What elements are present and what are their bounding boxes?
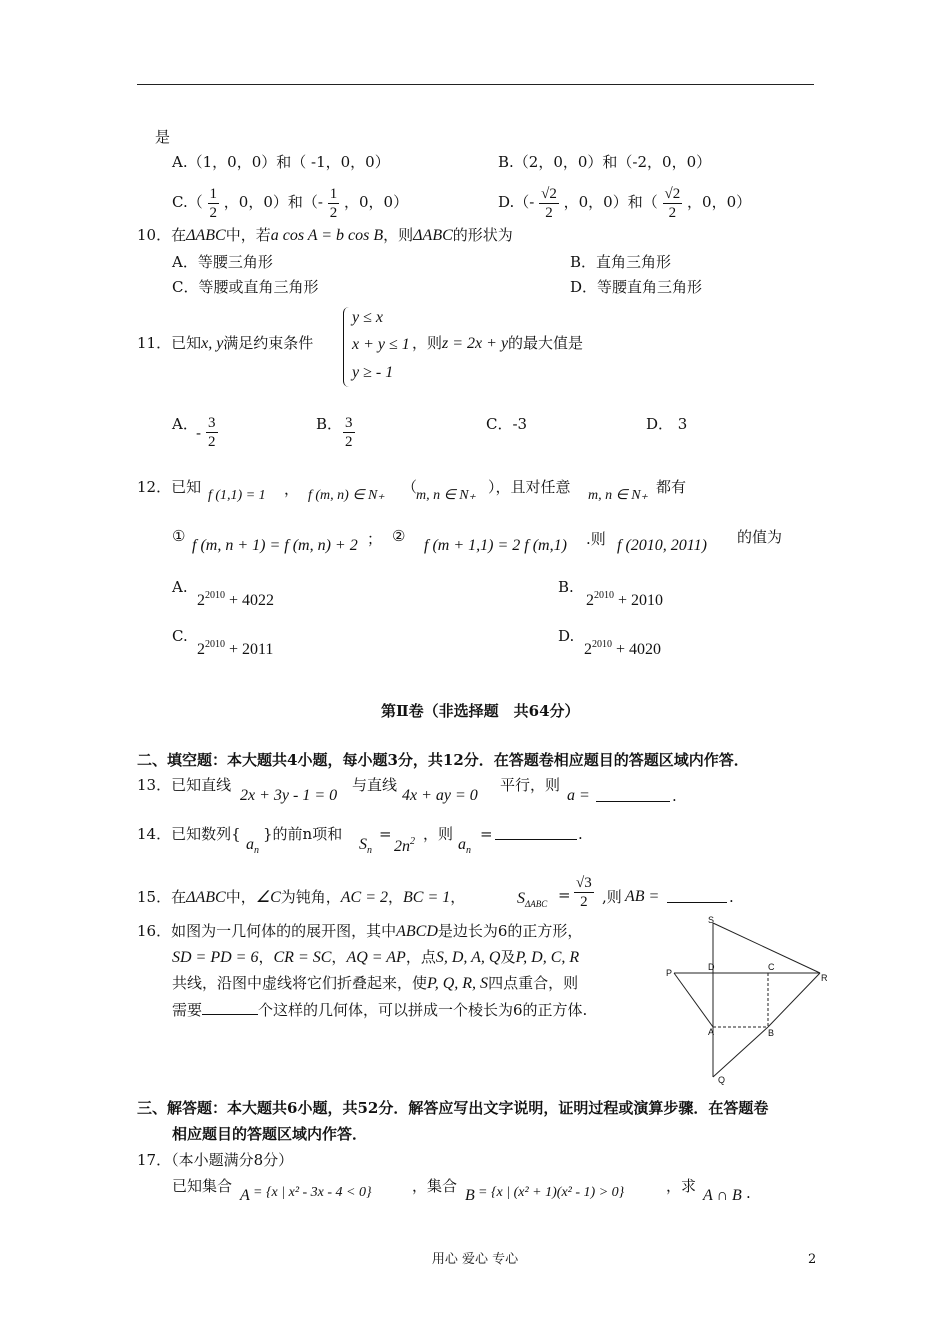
q10-option-d: D．等腰直角三角形 (570, 278, 703, 296)
q14-an2-base: a (458, 836, 466, 853)
q12-semicolon: ； (367, 530, 383, 548)
q16-line2-d: 及 (500, 948, 516, 966)
q12-d-base: 2 (584, 641, 592, 658)
q11-constraint-2: x + y ≤ 1 (352, 336, 410, 353)
q11-vars: x, y (201, 335, 224, 352)
q16-line3-a: 共线，沿图中虚线将它们折叠起来，使 (172, 974, 428, 992)
section3-heading-line1: 三、解答题：本大题共6小题，共52分．解答应写出文字说明，证明过程或演算步骤．在答题卷 (137, 1099, 769, 1117)
q11-number: 11．已知 (137, 334, 202, 352)
section3-heading-line2: 相应题目的答题区域内作答． (172, 1125, 368, 1143)
fig-label-q: Q (718, 1075, 726, 1085)
fig-label-b: B (768, 1028, 775, 1038)
q15-triangle: ΔABC (186, 889, 226, 906)
fig-label-p: P (666, 968, 673, 978)
q11-option-a (172, 415, 198, 433)
header-rule (137, 84, 814, 85)
q11-a-frac: $\frac{3}{2}$ (208, 415, 216, 450)
q9-option-c (172, 182, 408, 222)
q11-a-sign: - (196, 424, 202, 442)
q15-text3: ， (388, 888, 404, 906)
q12-c-base: 2 (197, 641, 205, 658)
q15-ab: AB = (625, 888, 660, 905)
fig-label-r: R (821, 973, 828, 983)
q17-set-b-name: B (465, 1187, 475, 1204)
q15-text2: 为钝角， (280, 888, 341, 906)
q14-sn (359, 836, 372, 856)
q13-end: . (672, 787, 677, 805)
fig-label-c: C (768, 962, 775, 972)
q13-number: 13．已知直线 (137, 776, 232, 794)
q9-c-prefix: C.（ (172, 193, 203, 211)
q9-c-frac1: $\frac{1}{2}$ (209, 185, 217, 221)
q9-c-suffix: ，0，0） (344, 193, 409, 211)
q10-triangle: ΔABC (186, 227, 226, 244)
q11-stem-a (137, 334, 313, 353)
q16-cr-sc: CR = SC (273, 949, 332, 966)
q11-text3: 的最大值是 (508, 334, 584, 352)
section2-heading: 二、填空题：本大题共4小题，每小题3分，共12分．在答题卷相应题目的答题区域内作答． (137, 751, 749, 769)
q15-angle: ∠C (255, 889, 281, 906)
q12-a-base: 2 (197, 592, 205, 609)
q17-ask: A ∩ B (703, 1187, 742, 1204)
q11-text2: ，则 (412, 334, 443, 352)
q11-option-b: B． (316, 415, 343, 433)
q12-option-a (197, 592, 274, 612)
q16-line2-b: ， (331, 948, 347, 966)
q14-an-sub: n (254, 845, 259, 856)
q9-d-prefix: D.（- (498, 193, 535, 211)
q11-objective: z = 2x + y (442, 335, 509, 352)
q16-answer-blank[interactable] (202, 1000, 258, 1015)
q13-answer-blank[interactable] (596, 787, 670, 806)
q11-option-c: C．-3 (486, 415, 528, 433)
q17-set-b: = {x | (x² + 1)(x² - 1) > 0} (478, 1185, 625, 1200)
q10-text3: 的形状为 (452, 226, 513, 244)
q12-comma: ， (284, 480, 300, 498)
q11-stem-b (412, 334, 583, 353)
q16-line2-a: ， (258, 948, 274, 966)
q16-pqrs: P, Q, R, S (427, 975, 489, 992)
q9-option-a: A.（1，0，0）和（ -1，0，0） (172, 153, 390, 171)
q17-text1: 已知集合 (172, 1177, 233, 1195)
q14-an-base: a (246, 836, 254, 853)
q16-line3 (172, 974, 578, 993)
q12-option-c (197, 641, 273, 661)
q16-sd-pd: SD = PD = 6 (172, 949, 259, 966)
q15-number: 15．在 (137, 888, 187, 906)
q14-val-exp: 2 (410, 836, 415, 847)
q16-sdaq: S, D, A, Q (435, 949, 501, 966)
q16-line1 (137, 922, 582, 941)
q16-net-figure (660, 915, 835, 1090)
q12-d-tail: + 4020 (616, 641, 662, 658)
q16-line2-c: ，点 (405, 948, 436, 966)
q12-c-tail: + 2011 (229, 641, 274, 658)
q15-area (517, 890, 547, 909)
q9-d-frac2: $\frac{√2}{2}$ (664, 185, 681, 221)
q14-an2 (458, 836, 471, 856)
q14-answer-blank[interactable] (495, 825, 577, 844)
q11-b-frac: $\frac{3}{2}$ (345, 415, 353, 450)
q13-line2: 4x + ay = 0 (402, 787, 478, 804)
q11-system-brace (343, 307, 350, 387)
q9-option-b: B.（2，0，0）和（-2，0，0） (498, 153, 712, 171)
q16-line1-b: 是边长为6的正方形， (437, 922, 583, 940)
q10-option-b: B．直角三角形 (570, 253, 672, 271)
q12-d-exp: 2010 (592, 639, 612, 650)
q17-text3: ，求 (666, 1177, 697, 1195)
q12-option-d (584, 641, 661, 661)
part2-title: 第Ⅱ卷（非选择题 共64分） (381, 702, 580, 720)
q12-f4: m, n ∈ N₊ (588, 488, 649, 503)
q12-ask: f (2010, 2011) (617, 537, 707, 554)
q12-b-base: 2 (586, 592, 594, 609)
q14-number: 14．已知数列{ (137, 825, 241, 843)
q12-f3: m, n ∈ N₊ (416, 488, 477, 503)
q15-stem (137, 888, 465, 907)
q13-text1: 与直线 (352, 776, 398, 794)
q12-f2: f (m, n) ∈ N₊ (308, 488, 385, 503)
q15-frac: $\frac{√3}{2}$ (576, 875, 592, 910)
q16-pdcr: P, D, C, R (515, 949, 580, 966)
q10-option-c: C．等腰或直角三角形 (172, 278, 319, 296)
q9-d-frac1: $\frac{√2}{2}$ (541, 185, 557, 221)
q9-c-mid: ，0，0）和（- (223, 193, 323, 211)
q14-val-base: 2n (394, 838, 410, 855)
q14-value (394, 838, 415, 858)
q11-option-d: D． 3 (646, 415, 688, 433)
q15-text1: 中， (225, 888, 256, 906)
q12-c-label: C. (172, 627, 188, 645)
q10-text2: ，则 (383, 226, 414, 244)
q11-constraint-1: y ≤ x (352, 309, 383, 326)
q14-sn-base: S (359, 836, 367, 853)
fig-label-s: S (708, 915, 715, 925)
footer-motto: 用心 爱心 专心 (431, 1252, 519, 1267)
q11-text: 满足约束条件 (223, 334, 314, 352)
q16-line4 (172, 1000, 587, 1019)
page-number: 2 (808, 1252, 817, 1267)
q12-b-exp: 2010 (594, 590, 614, 601)
q10-number: 10．在 (137, 226, 187, 244)
q17-set-a: = {x | x² - 3x - 4 < 0} (253, 1185, 372, 1200)
q10-text: 中，若 (225, 226, 271, 244)
q13-text2: 平行，则 (500, 776, 561, 794)
q12-c-exp: 2010 (205, 639, 225, 650)
q15-end: . (729, 888, 734, 906)
q15-s: S (517, 890, 525, 907)
q16-line3-b: 四点重合，则 (488, 974, 579, 992)
fig-label-d: D (708, 962, 715, 972)
q9-option-d (498, 182, 751, 222)
q12-then: .则 (586, 530, 606, 548)
q10-stem (137, 226, 513, 245)
q16-line4-a: 需要 (172, 1001, 203, 1019)
q15-ac: AC = 2 (340, 889, 388, 906)
q16-line2 (172, 948, 579, 967)
q10-equation: a cos A = b cos B (270, 227, 384, 244)
q12-a-exp: 2010 (205, 590, 225, 601)
q12-f1: f (1,1) = 1 (208, 488, 266, 503)
fig-label-a: A (708, 1027, 715, 1037)
q16-line4-b: 个这样的几何体，可以拼成一个棱长为6的正方体. (258, 1001, 588, 1019)
q12-option-b (586, 592, 663, 612)
q12-paren: （ (402, 478, 418, 496)
q14-eq2: = (480, 825, 493, 843)
q12-t-end: 都有 (656, 478, 687, 496)
q14-sn-sub: n (367, 845, 372, 856)
q13-a: a = (567, 787, 590, 804)
q9-d-mid: ，0，0）和（ (563, 193, 658, 211)
q16-square: ABCD (396, 923, 438, 940)
q12-number: 12．已知 (137, 478, 202, 496)
q12-c2-mark: ② (392, 527, 406, 545)
q14-text2: ，则 (423, 825, 454, 843)
q15-eq: = (558, 886, 571, 904)
q14-end: . (578, 825, 583, 843)
q17-text2: ，集合 (412, 1177, 458, 1195)
q12-b-tail: + 2010 (618, 592, 664, 609)
q17-set-a-name: A (240, 1187, 250, 1204)
q15-text5: ,则 (602, 888, 622, 906)
q12-paren2: ），且对任意 (488, 478, 571, 496)
q17-end: . (746, 1184, 751, 1202)
q12-ask-end: 的值为 (737, 528, 783, 546)
q10-triangle2: ΔABC (413, 227, 453, 244)
q16-aq-ap: AQ = AP (346, 949, 406, 966)
q11-constraint-3: y ≥ - 1 (352, 364, 394, 381)
q10-option-a: A．等腰三角形 (172, 253, 273, 271)
q11-a-label: A． (172, 415, 198, 433)
q15-bc: BC = 1 (403, 889, 451, 906)
q17-number: 17．（本小题满分8分） (137, 1151, 294, 1169)
q12-b-label: B. (558, 578, 574, 596)
q14-an2-sub: n (466, 845, 471, 856)
q14-an (246, 836, 259, 856)
q12-a-label: A. (172, 578, 188, 596)
q9-c-frac2: $\frac{1}{2}$ (329, 185, 338, 221)
q15-text4: ， (450, 888, 466, 906)
q15-s-sub: ΔABC (525, 899, 548, 909)
q12-condition-2: f (m + 1,1) = 2 f (m,1) (424, 537, 567, 554)
q16-line1-a: 16．如图为一几何体的的展开图，其中 (137, 922, 397, 940)
q13-line1: 2x + 3y - 1 = 0 (240, 787, 338, 804)
q12-a-tail: + 4022 (229, 592, 275, 609)
q14-text1: }的前n项和 (263, 825, 343, 843)
q9-tail: 是 (155, 128, 171, 146)
q12-c1-mark: ① (172, 527, 186, 545)
q14-eq: = (379, 825, 392, 843)
q12-d-label: D. (558, 627, 575, 645)
q9-d-suffix: ，0，0） (687, 193, 752, 211)
q12-condition-1: f (m, n + 1) = f (m, n) + 2 (192, 537, 358, 554)
q15-answer-blank[interactable] (667, 888, 727, 907)
